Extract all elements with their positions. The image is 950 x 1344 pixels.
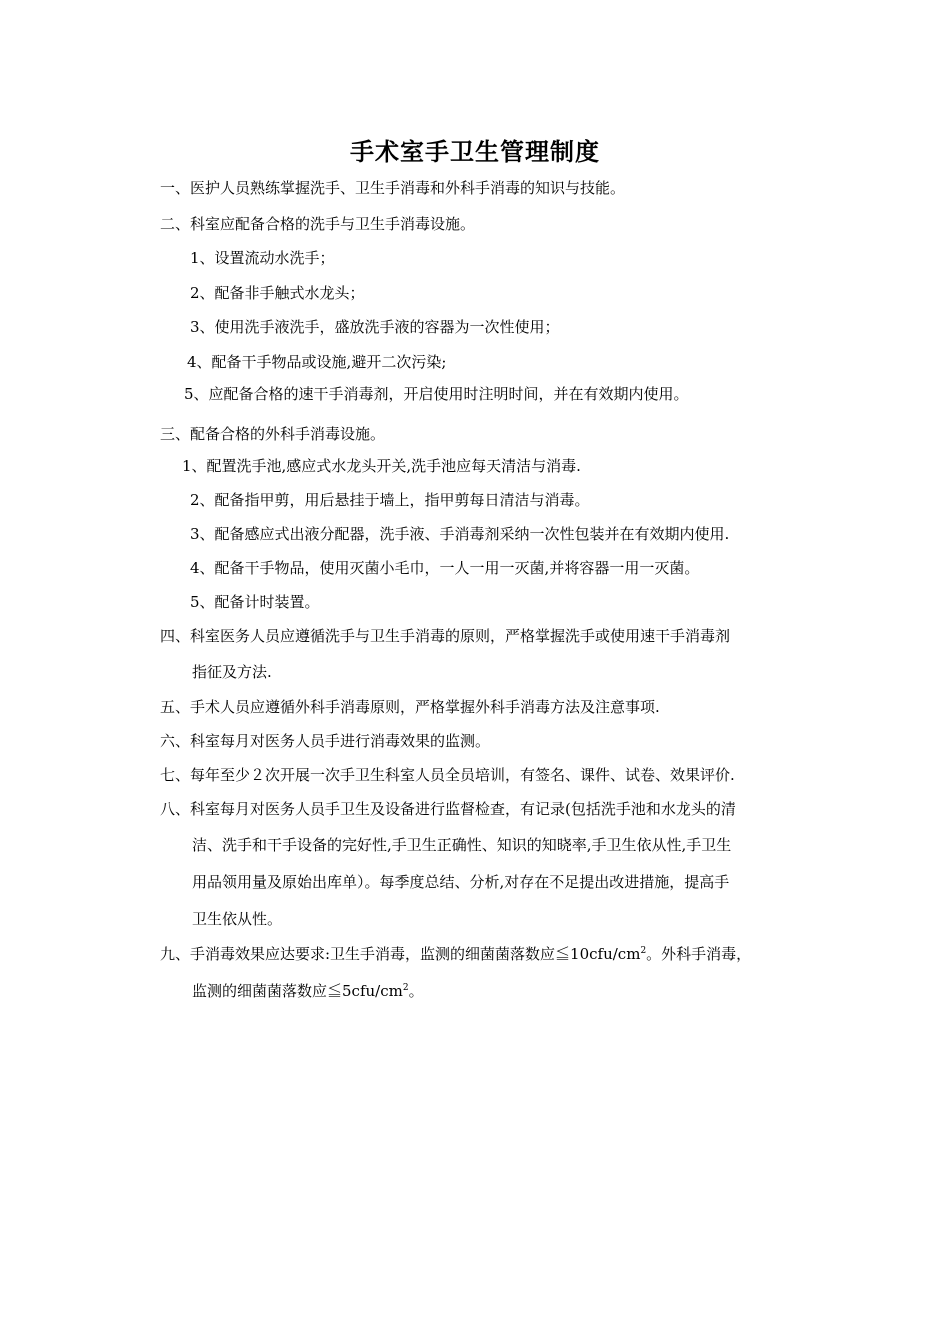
rule-4-line-2: 指征及方法. (192, 663, 272, 681)
rule-9-text-d: 。 (408, 982, 424, 1000)
rule-3: 三、配备合格的外科手消毒设施。 (160, 425, 386, 443)
superscript-2: 2 (402, 983, 409, 993)
page-title: 手术室手卫生管理制度 (350, 137, 600, 166)
rule-2-item-2: 2、配备非手触式水龙头； (190, 284, 365, 302)
rule-7: 七、每年至少２次开展一次手卫生科室人员全员培训，有签名、课件、试卷、效果评价. (160, 766, 735, 784)
rule-8-line-2: 洁、洗手和干手设备的完好性,手卫生正确性、知识的知晓率,手卫生依从性,手卫生 (192, 836, 732, 854)
rule-9-text-c: 监测的细菌菌落数应≦5cfu/cm (192, 982, 403, 1000)
rule-6: 六、科室每月对医务人员手进行消毒效果的监测。 (160, 732, 491, 750)
rule-2-item-4: 4、配备干手物品或设施,避开二次污染; (187, 353, 447, 371)
rule-8-line-3: 用品领用量及原始出库单）。每季度总结、分析,对存在不足提出改进措施，提高手 (192, 873, 730, 891)
rule-3-item-3: 3、配备感应式出液分配器，洗手液、手消毒剂采纳一次性包装并在有效期内使用. (190, 525, 730, 543)
rule-9-line-1 (160, 944, 751, 964)
rule-5: 五、手术人员应遵循外科手消毒原则，严格掌握外科手消毒方法及注意事项. (160, 698, 660, 716)
rule-2-item-5: 5、应配备合格的速干手消毒剂，开启使用时注明时间，并在有效期内使用。 (184, 385, 689, 403)
rule-3-item-1: 1、配置洗手池,感应式水龙头开关,洗手池应每天清洁与消毒. (182, 457, 581, 475)
rule-2-item-1: 1、设置流动水洗手； (190, 249, 335, 267)
rule-9-line-2 (192, 981, 424, 1001)
superscript-2: 2 (640, 946, 647, 956)
rule-9-text-a: 九、手消毒效果应达要求:卫生手消毒，监测的细菌菌落数应≦10cfu/cm (160, 945, 641, 963)
rule-3-item-5: 5、配备计时装置。 (190, 593, 320, 611)
rule-3-item-2: 2、配备指甲剪，用后悬挂于墙上，指甲剪每日清洁与消毒。 (190, 491, 590, 509)
rule-3-item-4: 4、配备干手物品，使用灭菌小毛巾，一人一用一灭菌,并将容器一用一灭菌。 (190, 559, 700, 577)
rule-1: 一、医护人员熟练掌握洗手、卫生手消毒和外科手消毒的知识与技能。 (160, 179, 626, 197)
rule-2-item-3: 3、使用洗手液洗手，盛放洗手液的容器为一次性使用； (190, 318, 560, 336)
rule-9-text-b: 。外科手消毒， (646, 945, 752, 963)
rule-8-line-1: 八、科室每月对医务人员手卫生及设备进行监督检查，有记录(包括洗手池和水龙头的清 (160, 800, 736, 818)
rule-2: 二、科室应配备合格的洗手与卫生手消毒设施。 (160, 215, 476, 233)
rule-4-line-1: 四、科室医务人员应遵循洗手与卫生手消毒的原则，严格掌握洗手或使用速干手消毒剂 (160, 627, 731, 645)
rule-8-line-4: 卫生依从性。 (192, 910, 283, 928)
